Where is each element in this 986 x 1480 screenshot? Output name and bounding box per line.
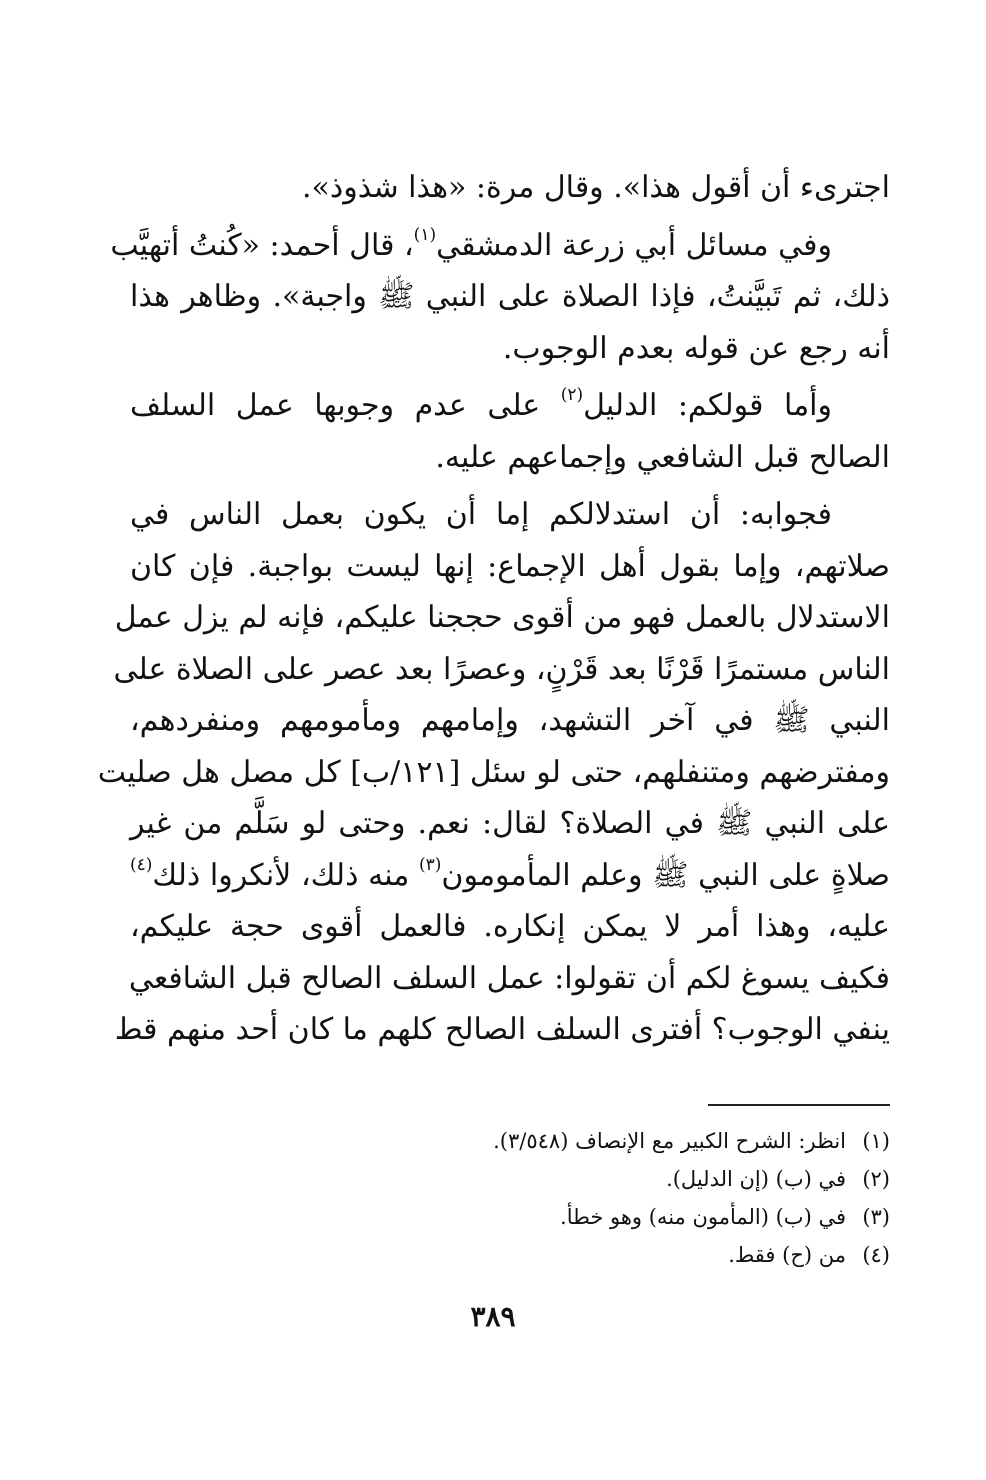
footnote-number: (٤) — [862, 1243, 890, 1267]
text-line: الناس مستمرًا قَرْنًا بعد قَرْنٍ، وعصرًا بعد عصر على الصلاة على — [113, 651, 890, 687]
text-line: ينفي الوجوب؟ أفترى السلف الصالح كلهم ما كان أحد منهم قط — [114, 1012, 890, 1047]
footnote-marker: (٤) — [130, 854, 153, 875]
footnote-text: في (ب) (إن الدليل). — [666, 1167, 846, 1191]
text-line: ذلك، ثم تَبيَّنتُ، فإذا الصلاة على النبي ﷺ واجبة». وظاهر هذا — [130, 279, 890, 314]
paragraph-objection — [130, 380, 890, 483]
footnote-text: في (ب) (المأمون منه) وهو خطأ. — [560, 1205, 846, 1229]
footnote-number: (٣) — [862, 1205, 890, 1229]
text-line: اجترىء أن أقول هذا». وقال مرة: «هذا شذوذ». — [301, 170, 890, 205]
footnote-3 — [300, 1198, 890, 1236]
paragraph-abu-zurah — [110, 220, 890, 375]
footnote-4 — [300, 1236, 890, 1274]
footnotes — [300, 1122, 890, 1274]
text-line: فكيف يسوغ لكم أن تقولوا: عمل السلف الصالح قبل الشافعي — [128, 960, 890, 996]
footnote-text: من (ح) فقط. — [728, 1243, 846, 1267]
footnote-number: (١) — [862, 1129, 890, 1153]
text-line: صلاةٍ على النبي ﷺ وعلم المأمومون$^{(٣)}$ منه ذلك، لأنكروا ذلك$^{(٤)}$ — [130, 854, 890, 893]
text-line: الاستدلال بالعمل فهو من أقوى حججنا عليكم، فإنه لم يزل عمل — [114, 600, 890, 635]
text-line: ومفترضهم ومتنفلهم، حتى لو سئل [١٢١/ب] كل مصل هل صليت — [97, 754, 890, 790]
footnote-text: انظر: الشرح الكبير مع الإنصاف (٣/٥٤٨). — [493, 1129, 846, 1153]
text-line: النبي ﷺ في آخر التشهد، وإمامهم ومأمومهم ومنفردهم، — [130, 703, 890, 738]
paragraph-answer — [97, 489, 890, 1056]
text-line: صلاتهم، وإما بقول أهل الإجماع: إنها ليست بواجبة. فإن كان — [130, 548, 890, 584]
text-line: عليه، وهذا أمر لا يمكن إنكاره. فالعمل أقوى حجة عليكم، — [130, 909, 890, 944]
footnote-marker: (٢) — [560, 385, 584, 405]
footnote-marker: (٣) — [419, 854, 442, 875]
text-line: أنه رجع عن قوله بعدم الوجوب. — [502, 330, 890, 366]
footnote-marker: (١) — [413, 224, 437, 245]
text-line: على النبي ﷺ في الصلاة؟ لقال: نعم. وحتى لو سَلَّم من غير — [130, 806, 890, 841]
text-line: وفي مسائل أبي زرعة الدمشقي$^{(١)}$، قال أحمد: «كُنتُ أتهيَّب — [110, 224, 832, 263]
text-line: فجوابه: أن استدلالكم إما أن يكون بعمل الناس في — [130, 497, 832, 532]
footnote-separator — [708, 1104, 890, 1106]
footnote-2 — [300, 1160, 890, 1198]
text-line: وأما قولكم: الدليل$^{(٢)}$ على عدم وجوبها عمل السلف — [130, 385, 832, 423]
main-text — [97, 162, 890, 1062]
page-number: ٣٨٩ — [470, 1300, 516, 1333]
footnote-number: (٢) — [862, 1167, 890, 1191]
text-line: الصالح قبل الشافعي وإجماعهم عليه. — [435, 439, 890, 475]
footnote-1 — [300, 1122, 890, 1160]
paragraph-continuation — [130, 162, 890, 214]
